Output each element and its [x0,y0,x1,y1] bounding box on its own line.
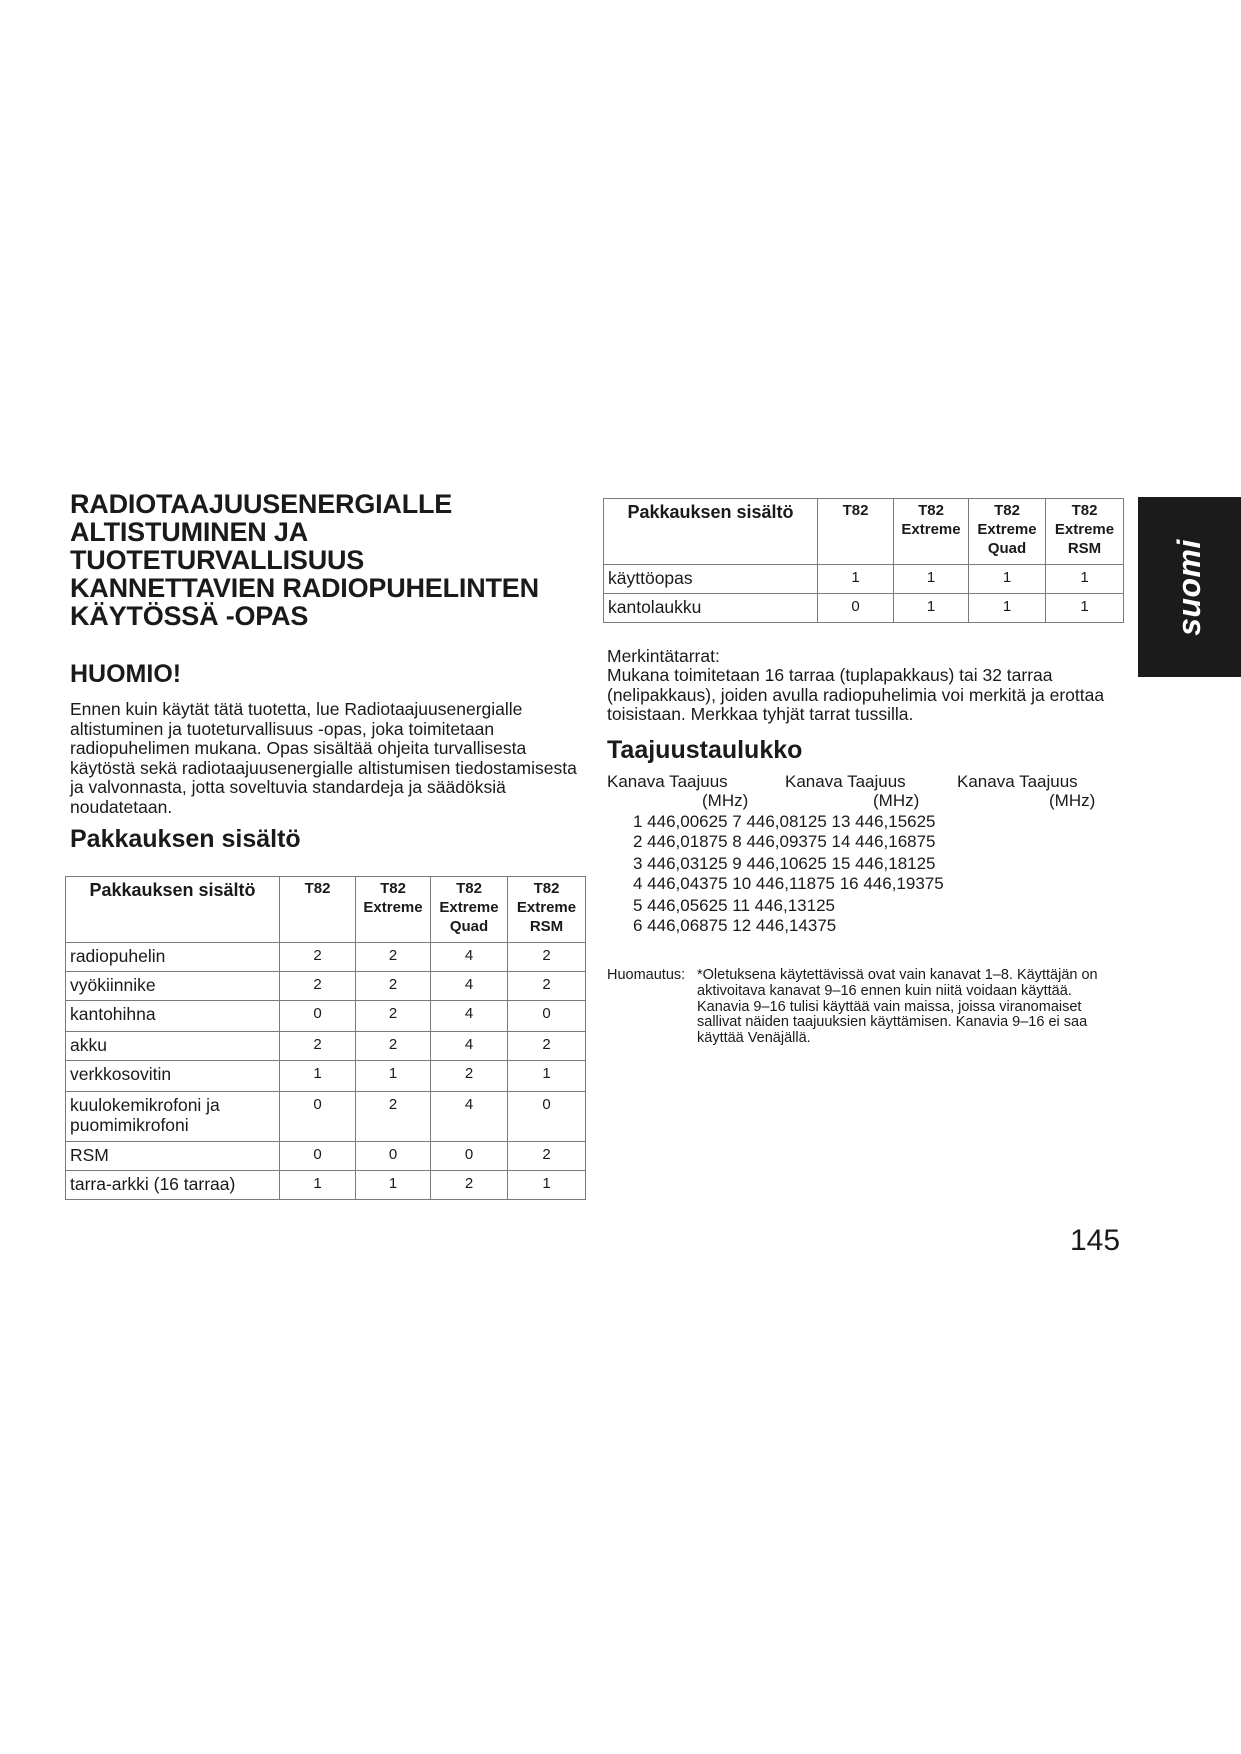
header-col-t82 [280,877,356,943]
row-value: 1 [894,594,969,623]
header-text: T82 [918,502,944,519]
row-value: 2 [431,1171,508,1200]
frequency-line: 4 446,04375 10 446,11875 16 446,19375 [633,873,944,893]
warning-heading: HUOMIO! [70,660,182,688]
table-row [66,1142,586,1171]
header-text: Quad [449,918,489,935]
header-text: Extreme [1054,521,1115,538]
row-value: 4 [431,943,508,972]
row-label: verkkosovitin [66,1061,280,1092]
table-row [66,1171,586,1200]
row-value: 0 [280,1001,356,1032]
frequency-header-unit: (MHz) [702,791,749,810]
row-value: 0 [356,1142,431,1171]
language-tab [1138,497,1241,677]
row-value: 0 [508,1092,586,1142]
header-text: T82 [533,880,560,897]
package-heading: Pakkauksen sisältö [70,825,301,853]
row-value: 4 [431,1001,508,1032]
header-col-t82-extreme-rsm [508,877,586,943]
header-text: RSM [1067,540,1102,557]
main-title [70,490,590,630]
row-value: 2 [356,1092,431,1142]
row-value: 1 [1046,594,1124,623]
header-text: Extreme [977,521,1037,538]
frequency-line: 2 446,01875 8 446,09375 14 446,16875 [633,831,936,851]
row-value: 2 [356,972,431,1001]
frequency-header-group [607,772,749,810]
frequency-line: 3 446,03125 9 446,10625 15 446,18125 [633,854,936,873]
table-header-row [66,877,586,943]
row-label: kuulokemikrofoni ja puomimikrofoni [66,1092,280,1142]
frequency-header-label: Kanava Taajuus [957,772,1078,791]
row-value: 2 [280,972,356,1001]
row-value: 2 [356,943,431,972]
frequency-line: 5 446,05625 11 446,13125 [633,896,835,915]
labels-heading: Merkintätarrat: [607,646,720,666]
header-text: T82 [994,502,1020,519]
row-value: 1 [508,1061,586,1092]
row-value: 2 [508,943,586,972]
table-row [66,1061,586,1092]
table-row [66,1092,586,1142]
row-value: 1 [1046,565,1124,594]
title-line: KÄYTÖSSÄ -OPAS [70,601,309,631]
header-label: Pakkauksen sisältö [66,877,280,943]
row-value: 1 [969,594,1046,623]
row-value: 0 [508,1001,586,1032]
note-label: Huomautus: [607,967,686,983]
table-row [604,565,1124,594]
table-row [66,1032,586,1061]
frequency-header-group [785,772,920,810]
row-label: radiopuhelin [66,943,280,972]
row-value: 1 [894,565,969,594]
language-tab-label: suomi [1170,538,1207,636]
frequency-title: Taajuustaulukko [607,736,803,764]
note-text: *Oletuksena käytettävissä ovat vain kanavat 1–8. Käyttäjän on aktivoitava kanavat 9–16 ennen kuin niitä voidaan käyttää. Kanavia 9–16 tulisi käyttää vain maissa, joissa viranomaiset sallivat näiden taajuuksien käyttämisen. Kanavia 9–16 ei saa käyttää Venäjällä. [697,967,1098,1047]
row-value: 4 [431,1092,508,1142]
frequency-header-unit: (MHz) [873,791,920,810]
header-text: T82 [456,880,482,897]
header-col-t82-extreme-quad [969,499,1046,565]
table-row [66,1001,586,1032]
row-value: 2 [508,972,586,1001]
row-value: 4 [431,972,508,1001]
row-value: 2 [356,1032,431,1061]
header-text: T82 [380,880,406,897]
frequency-header-unit: (MHz) [1049,791,1096,810]
header-text: Quad [987,540,1027,557]
header-text: Extreme [516,899,577,916]
header-text: T82 [304,880,331,897]
frequency-line: 1 446,00625 7 446,08125 13 446,15625 [633,812,936,831]
row-value: 0 [431,1142,508,1171]
row-value: 0 [280,1142,356,1171]
table-row [604,594,1124,623]
row-value: 2 [431,1061,508,1092]
row-value: 1 [508,1171,586,1200]
row-value: 0 [280,1092,356,1142]
row-value: 4 [431,1032,508,1061]
row-label: käyttöopas [604,565,818,594]
package-table-continued [603,498,1124,623]
row-value: 2 [356,1001,431,1032]
header-text: Extreme [439,899,499,916]
frequency-header [607,772,1127,812]
header-col-t82-extreme-rsm [1046,499,1124,565]
row-value: 1 [969,565,1046,594]
frequency-header-label: Kanava Taajuus [607,772,728,791]
row-label: akku [66,1032,280,1061]
row-label: kantolaukku [604,594,818,623]
labels-body: Mukana toimitetaan 16 tarraa (tuplapakkaus) tai 32 tarraa (nelipakkaus), joiden avulla radiopuhelimia voi merkitä ja erottaa toisistaan. Merkkaa tyhjät tarrat tussilla. [607,665,1105,724]
package-table [65,876,586,1200]
row-value: 2 [280,943,356,972]
row-value: 1 [818,565,894,594]
title-line: KANNETTAVIEN RADIOPUHELINTEN [70,573,539,603]
row-value: 2 [508,1142,586,1171]
header-text: T82 [1071,502,1098,519]
page-number: 145 [1070,1224,1121,1257]
title-line: ALTISTUMINEN JA [70,517,308,547]
row-value: 1 [280,1061,356,1092]
header-text: RSM [529,918,564,935]
header-col-t82-extreme-quad [431,877,508,943]
title-line: TUOTETURVALLISUUS [70,545,365,575]
frequency-header-label: Kanava Taajuus [785,772,906,791]
header-text: Extreme [363,899,423,916]
row-label: kantohihna [66,1001,280,1032]
row-label: tarra-arkki (16 tarraa) [66,1171,280,1200]
row-value: 0 [818,594,894,623]
row-value: 1 [356,1171,431,1200]
row-label: RSM [66,1142,280,1171]
header-col-t82-extreme [894,499,969,565]
header-text: T82 [842,502,869,519]
row-value: 1 [356,1061,431,1092]
warning-body: Ennen kuin käytät tätä tuotetta, lue Radiotaajuusenergialle altistuminen ja tuoteturvallisuus -opas, joka toimitetaan radiopuhelimen mukana. Opas sisältää ohjeita turvallisesta käytöstä sekä radiotaajuusenergialle altistumisen tiedostamisesta ja valvonnasta, jotta soveltuvia standardeja ja säädöksiä noudatetaan. [70,699,577,817]
frequency-header-group [957,772,1096,810]
frequency-line: 6 446,06875 12 446,14375 [633,915,837,935]
header-col-t82-extreme [356,877,431,943]
row-value: 1 [280,1171,356,1200]
header-col-t82 [818,499,894,565]
table-header-row [604,499,1124,565]
row-value: 2 [280,1032,356,1061]
title-line: RADIOTAAJUUSENERGIALLE [70,489,453,519]
table-row [66,943,586,972]
row-label: vyökiinnike [66,972,280,1001]
table-row [66,972,586,1001]
row-value: 2 [508,1032,586,1061]
header-text: Extreme [901,521,961,538]
header-label: Pakkauksen sisältö [604,499,818,565]
frequency-list [633,812,944,935]
